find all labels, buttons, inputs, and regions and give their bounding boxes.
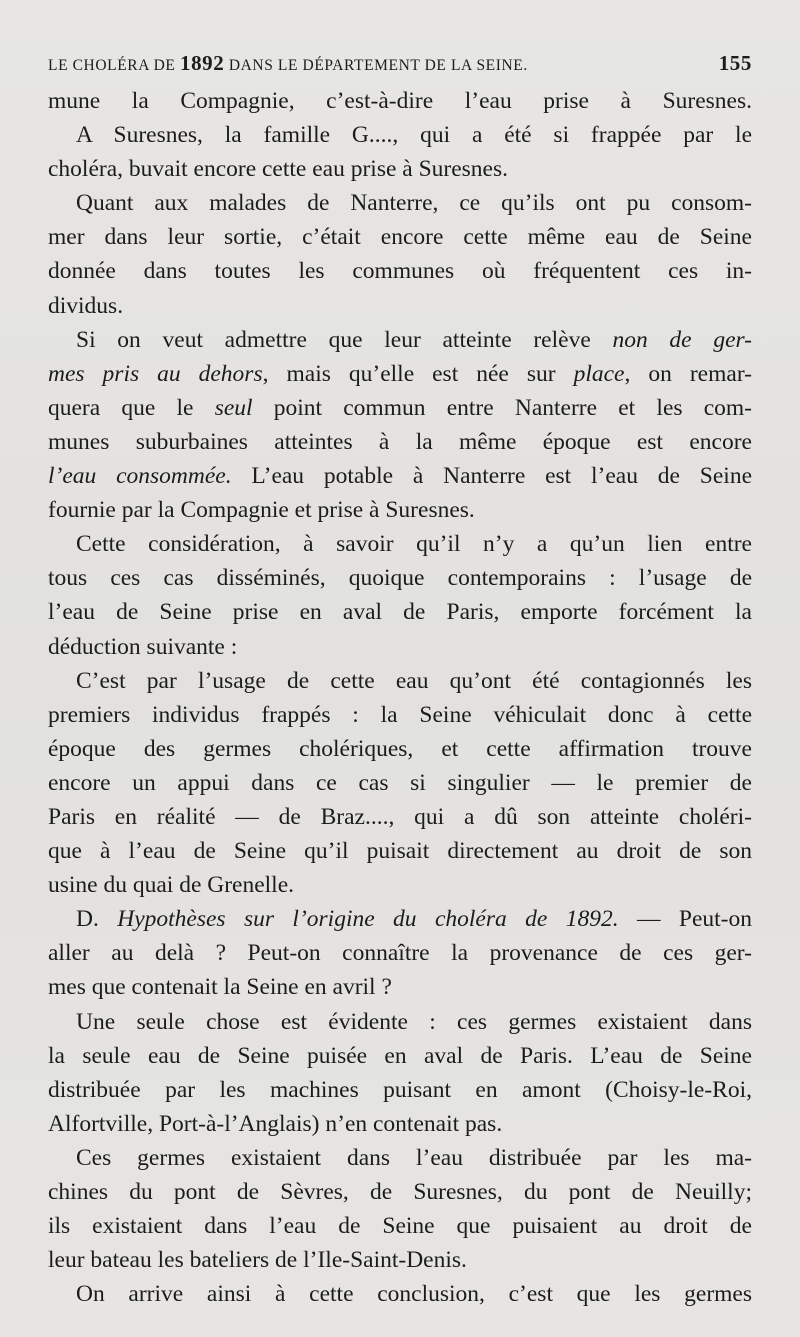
text-segment: D. — [76, 906, 118, 933]
text-segment: époque des germes cholériques, et cette affirmation trouve — [48, 735, 752, 762]
text-line — [48, 357, 752, 391]
text-segment: déduction suivante : — [48, 633, 238, 660]
body-text — [48, 84, 752, 1311]
text-segment: L’eau potable à Nanterre est l’eau de Seine — [231, 463, 752, 490]
text-line — [48, 1005, 752, 1039]
text-segment: On arrive ainsi à cette conclusion, c’est que les germes — [76, 1281, 752, 1308]
text-line — [48, 186, 752, 220]
text-line — [48, 1107, 752, 1141]
text-line — [48, 220, 752, 254]
running-title-year: 1892 — [179, 51, 225, 75]
italic-text: l’eau consommée. — [48, 463, 232, 490]
text-segment: la seule eau de Seine puisée en aval de Paris. L’eau de Seine — [48, 1042, 752, 1069]
text-line — [48, 289, 752, 323]
text-segment: distribuée par les machines puisant en amont (Choisy-le-Roi, — [48, 1076, 752, 1103]
text-segment: que à l’eau de Seine qu’il puisait directement au droit de son — [48, 838, 752, 865]
text-segment: mer dans leur sortie, c’était encore cette même eau de Seine — [48, 224, 752, 251]
text-line — [48, 561, 752, 595]
text-segment: encore un appui dans ce cas si singulier — le premier de — [48, 769, 752, 796]
text-line — [48, 970, 752, 1004]
text-line — [48, 936, 752, 970]
text-segment: — Peut-on — [618, 906, 752, 933]
text-segment: l’eau de Seine prise en aval de Paris, emporte forcément la — [48, 599, 752, 626]
text-line — [48, 391, 752, 425]
text-line — [48, 1039, 752, 1073]
text-line — [48, 732, 752, 766]
text-segment: quera que le — [48, 394, 215, 421]
text-line — [48, 118, 752, 152]
text-line — [48, 152, 752, 186]
text-segment: Ces germes existaient dans l’eau distribuée par les ma- — [76, 1144, 752, 1171]
text-line — [48, 902, 752, 936]
text-line — [48, 834, 752, 868]
text-line — [48, 1209, 752, 1243]
text-line — [48, 527, 752, 561]
text-segment: Alfortville, Port-à-l’Anglais) n’en contenait pas. — [48, 1110, 503, 1137]
running-title-suffix: DANS LE DÉPARTEMENT DE LA SEINE. — [224, 57, 528, 74]
text-line — [48, 698, 752, 732]
text-line — [48, 800, 752, 834]
text-segment: premiers individus frappés : la Seine véhiculait donc à cette — [48, 701, 752, 728]
text-segment: ils existaient dans l’eau de Seine que puisaient au droit de — [48, 1213, 752, 1240]
text-line — [48, 493, 752, 527]
italic-text: Hypothèses sur l’origine du choléra de 1892. — [117, 906, 619, 933]
text-line — [48, 84, 752, 118]
text-segment: aller au delà ? Peut-on connaître la provenance de ces ger- — [48, 940, 752, 967]
text-line — [48, 425, 752, 459]
text-segment: usine du quai de Grenelle. — [48, 872, 295, 899]
text-segment: munes suburbaines atteintes à la même époque est encore — [48, 428, 752, 455]
text-line — [48, 459, 752, 493]
text-line — [48, 1243, 752, 1277]
text-line — [48, 1277, 752, 1311]
italic-text: place — [573, 360, 625, 387]
text-line — [48, 595, 752, 629]
text-segment: Cette considération, à savoir qu’il n’y a qu’un lien entre — [76, 531, 752, 558]
text-segment: C’est par l’usage de cette eau qu’ont été contagionnés les — [76, 667, 752, 694]
text-line — [48, 1175, 752, 1209]
italic-text: seul — [214, 394, 253, 421]
text-segment: Si on veut admettre que leur atteinte relève — [76, 326, 613, 353]
text-segment: tous ces cas disséminés, quoique contemporains : l’usage de — [48, 565, 752, 592]
text-segment: fournie par la Compagnie et prise à Suresnes. — [48, 497, 475, 524]
text-line — [48, 664, 752, 698]
text-line — [48, 630, 752, 664]
text-segment: choléra, buvait encore cette eau prise à Suresnes. — [48, 156, 508, 183]
running-title-prefix: LE CHOLÉRA DE — [48, 57, 180, 74]
text-segment: donnée dans toutes les communes où fréquentent ces in- — [48, 258, 752, 285]
text-segment: chines du pont de Sèvres, de Suresnes, du pont de Neuilly; — [48, 1179, 752, 1205]
text-segment: point commun entre Nanterre et les com- — [252, 394, 753, 421]
italic-text: mes pris au dehors — [48, 360, 263, 387]
text-segment: mune la Compagnie, c’est-à-dire l’eau prise à Suresnes. — [48, 88, 752, 114]
text-segment: , mais qu’elle est née sur — [262, 360, 574, 387]
text-line — [48, 766, 752, 800]
text-segment: mes que contenait la Seine en avril ? — [48, 974, 392, 1001]
text-segment: leur bateau les bateliers de l’Ile-Saint-Denis. — [48, 1247, 467, 1274]
text-segment: A Suresnes, la famille G...., qui a été si frappée par le — [76, 122, 752, 149]
text-line — [48, 323, 752, 357]
page-number: 155 — [718, 51, 752, 75]
text-line — [48, 1073, 752, 1107]
running-header — [48, 40, 752, 76]
text-segment: Paris en réalité — de Braz...., qui a dû son atteinte choléri- — [48, 803, 752, 830]
text-line — [48, 868, 752, 902]
running-title — [48, 51, 528, 76]
italic-text: non de ger- — [612, 326, 752, 353]
text-line — [48, 1141, 752, 1175]
text-segment: Une seule chose est évidente : ces germes existaient dans — [76, 1008, 752, 1035]
text-segment: dividus. — [48, 292, 124, 319]
text-segment: Quant aux malades de Nanterre, ce qu’ils ont pu consom- — [76, 190, 752, 217]
text-line — [48, 254, 752, 288]
text-segment: , on remar- — [624, 360, 752, 387]
